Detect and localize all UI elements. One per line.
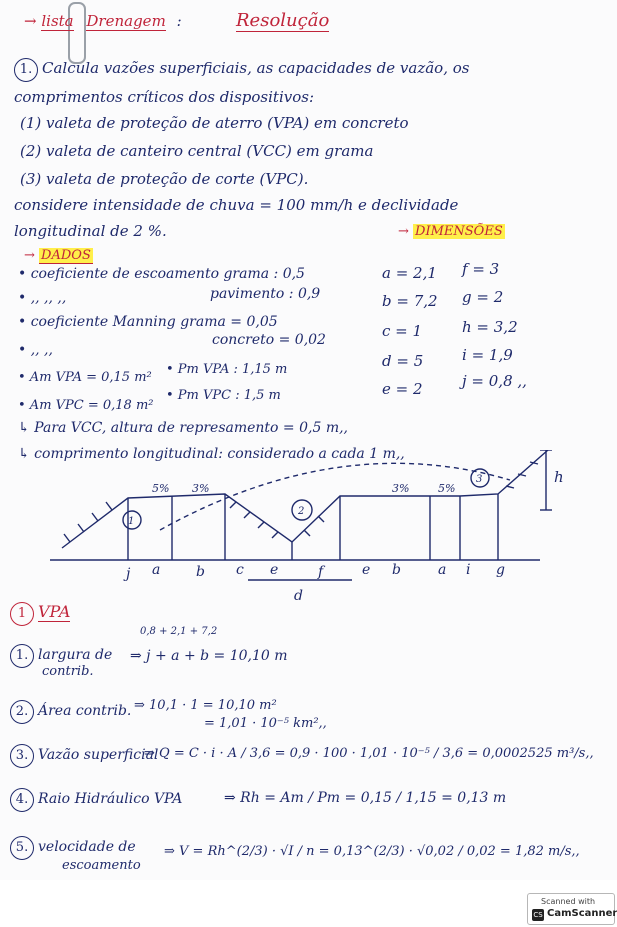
sketch-d-label: d [294,588,303,604]
dim-i: i = 1,9 [462,346,513,364]
cross-section-sketch [40,450,580,610]
step-number: 5. [10,836,34,860]
sketch-letter: j [126,566,131,582]
problem-line-6: considere intensidade de chuva = 100 mm/h e declividade [14,196,459,214]
problem-item-3: (3) valeta de proteção de corte (VPC). [20,170,309,188]
section-title: VPA [38,602,71,621]
sketch-letter: e [270,562,279,578]
sketch-letter: b [392,562,401,578]
step-1-sup: 0,8 + 2,1 + 7,2 [140,626,218,637]
header-tag-drenagem: Drenagem [86,12,166,30]
arrow-icon: → [398,224,409,239]
step-5 [10,836,136,860]
pm-vpc: • Pm VPC : 1,5 m [166,388,281,403]
header-colon: : [176,12,182,30]
sketch-letter: i [466,562,471,578]
step-number: 1. [10,644,34,668]
dados-row-4a: • ,, ,, [18,342,53,358]
dim-g: g = 2 [462,288,504,306]
arrow-icon: → [24,248,35,263]
step-1-expr: ⇒ j + a + b = 10,10 m [130,648,288,664]
step-label: largura de [38,647,113,663]
dados-row-2a: • ,, ,, ,, [18,290,67,306]
note-vcc: ↳ Para VCC, altura de represamento = 0,5 m,, [18,420,348,436]
step-label: Área contrib. [38,703,132,719]
dados-row-1: • coeficiente de escoamento grama : 0,5 [18,266,305,282]
step-label: Raio Hidráulico VPA [38,791,183,807]
dados-header [24,248,93,263]
dimensoes-label: DIMENSÕES [415,224,503,239]
dados-row-2b: pavimento : 0,9 [210,286,321,302]
camscanner-logo-icon: CS [533,911,543,919]
problem-number: 1. [14,58,38,82]
step-number: 4. [10,788,34,812]
scanner-line-1: Scanned with [541,897,596,906]
step-3 [10,744,158,768]
scanner-watermark [527,893,615,925]
dim-f: f = 3 [462,260,500,278]
step-number: 3. [10,744,34,768]
dim-h: h = 3,2 [462,318,518,336]
sketch-slope-right: 5% [438,482,456,495]
sketch-letter: a [438,562,447,578]
step-1-label-b: contrib. [42,664,94,679]
scanner-line-2: CamScanner [547,908,617,919]
step-label: velocidade de [38,839,136,855]
problem-line-7: longitudinal de 2 %. [14,222,167,240]
sketch-slope-left: 5% [152,482,170,495]
step-4 [10,788,182,812]
sketch-letter: e [362,562,371,578]
am-vpc: • Am VPC = 0,18 m² [18,398,154,413]
dados-row-4b: concreto = 0,02 [212,332,326,348]
header [24,12,182,30]
pm-vpa: • Pm VPA : 1,15 m [166,362,288,377]
sketch-num-1: 1 [128,516,135,527]
dim-a: a = 2,1 [382,264,437,282]
step-2-expr: ⇒ 10,1 · 1 = 10,10 m² [134,698,277,713]
sketch-profile [62,450,548,548]
note-comprimento: ↳ comprimento longitudinal: considerado a cada 1 m,, [18,446,405,462]
step-4-expr: ⇒ Rh = Am / Pm = 0,15 / 1,15 = 0,13 m [224,790,507,806]
problem-text: Calcula vazões superficiais, as capacidades de vazão, os [42,59,470,77]
sketch-num-3: 3 [476,474,483,485]
dim-b: b = 7,2 [382,292,438,310]
arrow-icon: → [24,12,37,30]
step-number: 2. [10,700,34,724]
sketch-slope-right-mid: 3% [392,482,410,495]
section-vpa [10,602,70,626]
step-2-expr2: = 1,01 · 10⁻⁵ km²,, [204,716,327,731]
dados-row-3: • coeficiente Manning grama = 0,05 [18,314,278,330]
am-vpa: • Am VPA = 0,15 m² [18,370,152,385]
step-5-label-b: escoamento [62,858,141,873]
sketch-h-label: h [554,468,564,486]
problem-item-2: (2) valeta de canteiro central (VCC) em grama [20,142,374,160]
sketch-letter: g [496,562,505,578]
dim-c: c = 1 [382,322,423,340]
section-number: 1 [10,602,34,626]
problem-line-2: comprimentos críticos dos dispositivos: [14,88,315,106]
sketch-letter: b [196,564,205,580]
sketch-letter: c [236,562,244,578]
dim-d: d = 5 [382,352,424,370]
problem-line-1 [14,58,469,82]
header-tag-lista: lista [41,12,74,30]
sketch-slope-mid: 3% [192,482,210,495]
problem-item-1: (1) valeta de proteção de aterro (VPA) em concreto [20,114,409,132]
step-label: Vazão superficial [38,747,159,763]
dim-e: e = 2 [382,380,423,398]
dim-j: j = 0,8 ,, [462,372,527,390]
dados-label: DADOS [41,248,91,263]
step-5-expr: ⇒ V = Rh^(2/3) · √I / n = 0,13^(2/3) · √0,02 / 0,02 = 1,82 m/s,, [164,844,580,859]
step-2 [10,700,131,724]
dimensoes-header [398,224,505,239]
step-3-expr: ⇒ Q = C · i · A / 3,6 = 0,9 · 100 · 1,01 · 10⁻⁵ / 3,6 = 0,0002525 m³/s,, [144,746,594,761]
sketch-num-2: 2 [298,506,305,517]
page-title: Resolução [236,10,330,31]
sketch-letter: f [318,564,324,580]
sketch-letter: a [152,562,161,578]
